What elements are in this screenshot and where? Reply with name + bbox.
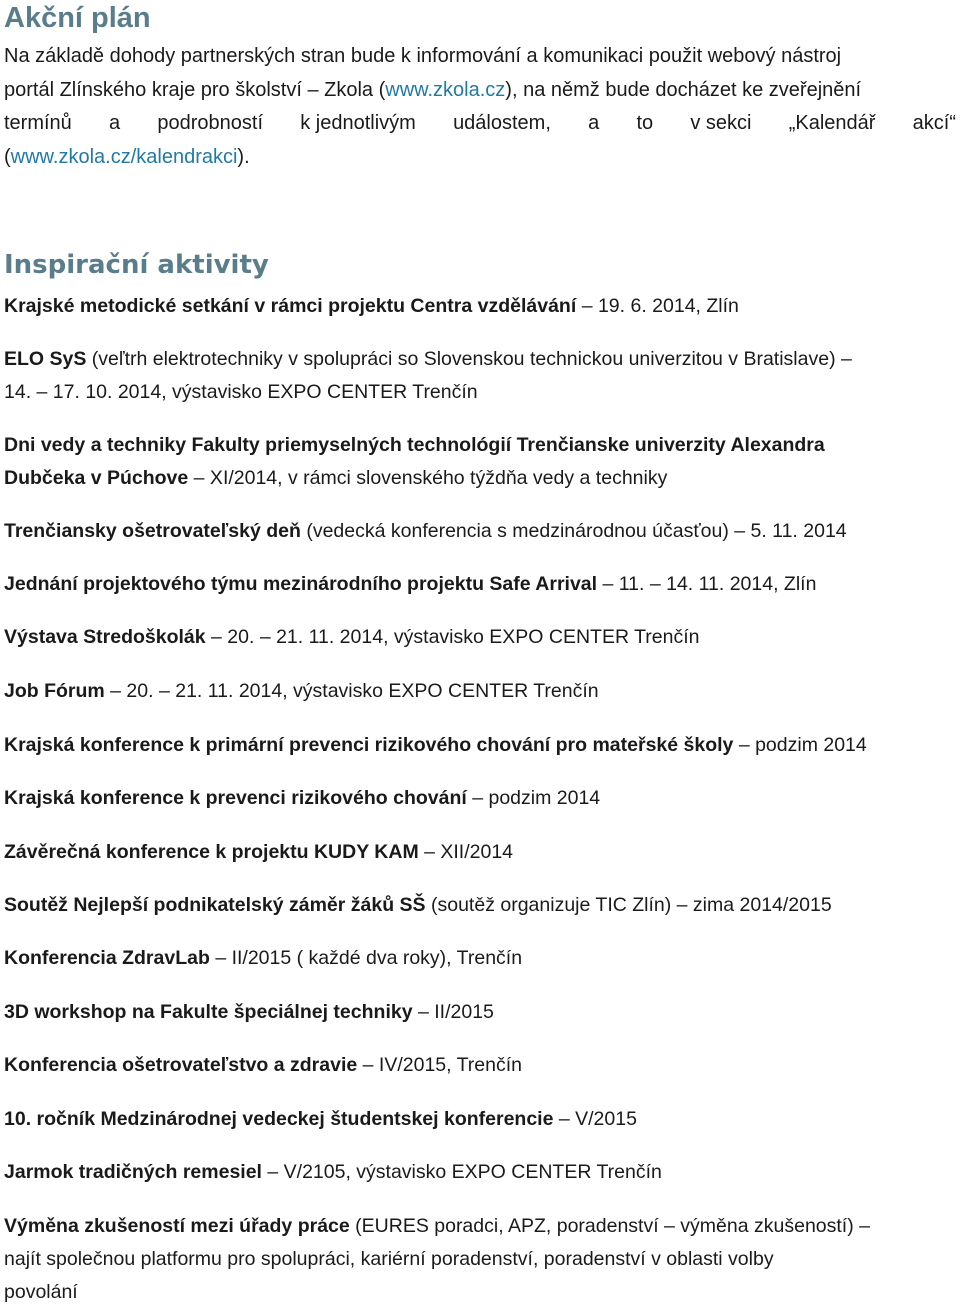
- activity-item: [4, 1103, 954, 1136]
- activity-name: Jarmok tradičných remesiel: [4, 1161, 262, 1183]
- intro-text: portál Zlínského kraje pro školství – Zkola (: [4, 78, 386, 101]
- activity-detail: – podzim 2014: [738, 734, 867, 756]
- activity-item: [4, 515, 954, 548]
- activity-detail: – 19. 6. 2014, Zlín: [581, 295, 739, 317]
- intro-word: událostem,: [453, 112, 551, 134]
- intro-text: (: [4, 145, 11, 168]
- intro-line-2: [4, 74, 956, 108]
- activity-name: Trenčiansky ošetrovateľský deň: [4, 520, 301, 542]
- activity-detail: – 20. – 21. 11. 2014, výstavisko EXPO CENTER Trenčín: [211, 626, 700, 648]
- activity-item: [4, 1049, 954, 1082]
- activity-name: Krajská konference k primární prevenci rizikového chování pro mateřské školy: [4, 734, 734, 756]
- activity-item: [4, 568, 954, 601]
- activity-item: [4, 621, 954, 654]
- activity-name: Dni vedy a techniky Fakulty priemyselných technológií Trenčianske univerzity Alexandra: [4, 434, 825, 456]
- activity-detail: – II/2015 ( každé dva roky), Trenčín: [215, 947, 523, 969]
- kalendar-link[interactable]: www.zkola.cz/kalendrakci: [10, 145, 238, 168]
- activity-detail: (EURES poradci, APZ, poradenství – výměna zkušeností) –: [355, 1215, 870, 1237]
- intro-word: k jednotlivým: [300, 112, 416, 134]
- activity-item: [4, 729, 954, 762]
- activity-detail: – 20. – 21. 11. 2014, výstavisko EXPO CENTER Trenčín: [110, 680, 599, 702]
- activity-item: [4, 782, 954, 815]
- activity-detail-line-2: 14. – 17. 10. 2014, výstavisko EXPO CENTER Trenčín: [4, 381, 478, 403]
- activity-name: 10. ročník Medzinárodnej vedeckej študentskej konferencie: [4, 1108, 554, 1130]
- activity-item: [4, 836, 954, 869]
- intro-text: ).: [237, 145, 250, 168]
- activity-detail: – V/2015: [558, 1108, 637, 1130]
- intro-word: a: [588, 112, 600, 134]
- section-heading: Inspirační aktivity: [4, 250, 269, 280]
- activity-name: 3D workshop na Fakulte špeciálnej techniky: [4, 1001, 413, 1023]
- activity-item: [4, 429, 954, 495]
- activity-name: Jednání projektového týmu mezinárodního projektu Safe Arrival: [4, 573, 598, 595]
- activity-line: [4, 1210, 954, 1243]
- activity-line: [4, 343, 954, 376]
- activity-detail: (veľtrh elektrotechniky v spolupráci so Slovenskou technickou univerzitou v Bratislave) –: [91, 348, 852, 370]
- activity-detail: – 11. – 14. 11. 2014, Zlín: [602, 573, 817, 595]
- activity-name-line-2: Dubčeka v Púchove: [4, 467, 189, 489]
- activity-name: Výměna zkušeností mezi úřady práce: [4, 1215, 350, 1237]
- activity-detail-line-3: povolání: [4, 1281, 78, 1303]
- activity-detail: – XI/2014, v rámci slovenského týždňa vedy a techniky: [193, 467, 668, 489]
- intro-word: podrobností: [157, 112, 264, 134]
- activity-line: [4, 462, 954, 495]
- activity-detail: – II/2015: [417, 1001, 494, 1023]
- activity-name: Konferencia ošetrovateľstvo a zdravie: [4, 1054, 358, 1076]
- activity-item: [4, 942, 954, 975]
- activity-detail: – XII/2014: [424, 841, 514, 863]
- intro-word: to: [636, 112, 654, 134]
- activity-detail: – IV/2015, Trenčín: [362, 1054, 523, 1076]
- activity-name: Konferencia ZdravLab: [4, 947, 210, 969]
- activity-item: [4, 290, 954, 323]
- activity-item: [4, 343, 954, 409]
- intro-word: „Kalendář: [788, 112, 876, 134]
- activity-item: [4, 996, 954, 1029]
- activity-name: Výstava Stredoškolák: [4, 626, 206, 648]
- intro-word: akcí“: [912, 112, 956, 134]
- activity-detail: – V/2105, výstavisko EXPO CENTER Trenčín: [267, 1161, 662, 1183]
- intro-line-1: Na základě dohody partnerských stran bude k informování a komunikaci použit webový nástroj: [4, 45, 842, 67]
- activity-item: [4, 889, 954, 922]
- activity-name: Krajské metodické setkání v rámci projektu Centra vzdělávání: [4, 295, 577, 317]
- activity-detail-line-2: najít společnou platformu pro spolupráci, kariérní poradenství, poradenství v oblasti volby: [4, 1248, 774, 1270]
- intro-word: v sekci: [690, 112, 752, 134]
- activity-detail: – podzim 2014: [472, 787, 601, 809]
- activity-name: Závěrečná konference k projektu KUDY KAM: [4, 841, 419, 863]
- intro-text: ), na němž bude docházet ke zveřejnění: [505, 78, 862, 101]
- intro-line-3: [4, 107, 956, 141]
- activity-item: [4, 675, 954, 708]
- zkola-link[interactable]: www.zkola.cz: [385, 78, 506, 101]
- activity-item: [4, 1210, 954, 1309]
- activity-name: Soutěž Nejlepší podnikatelský záměr žáků SŠ: [4, 894, 426, 916]
- intro-word: termínů: [4, 112, 72, 134]
- page-heading: Akční plán: [4, 2, 151, 34]
- activity-detail: (soutěž organizuje TIC Zlín) – zima 2014/2015: [431, 894, 832, 916]
- activity-detail: (vedecká konferencia s medzinárodnou účasťou) – 5. 11. 2014: [306, 520, 847, 542]
- intro-word: a: [109, 112, 121, 134]
- activity-name: Job Fórum: [4, 680, 105, 702]
- activity-name: ELO SyS: [4, 348, 87, 370]
- activity-name: Krajská konference k prevenci rizikového chování: [4, 787, 467, 809]
- activity-item: [4, 1156, 954, 1189]
- intro-paragraph: [4, 40, 956, 174]
- intro-line-4: [4, 141, 956, 175]
